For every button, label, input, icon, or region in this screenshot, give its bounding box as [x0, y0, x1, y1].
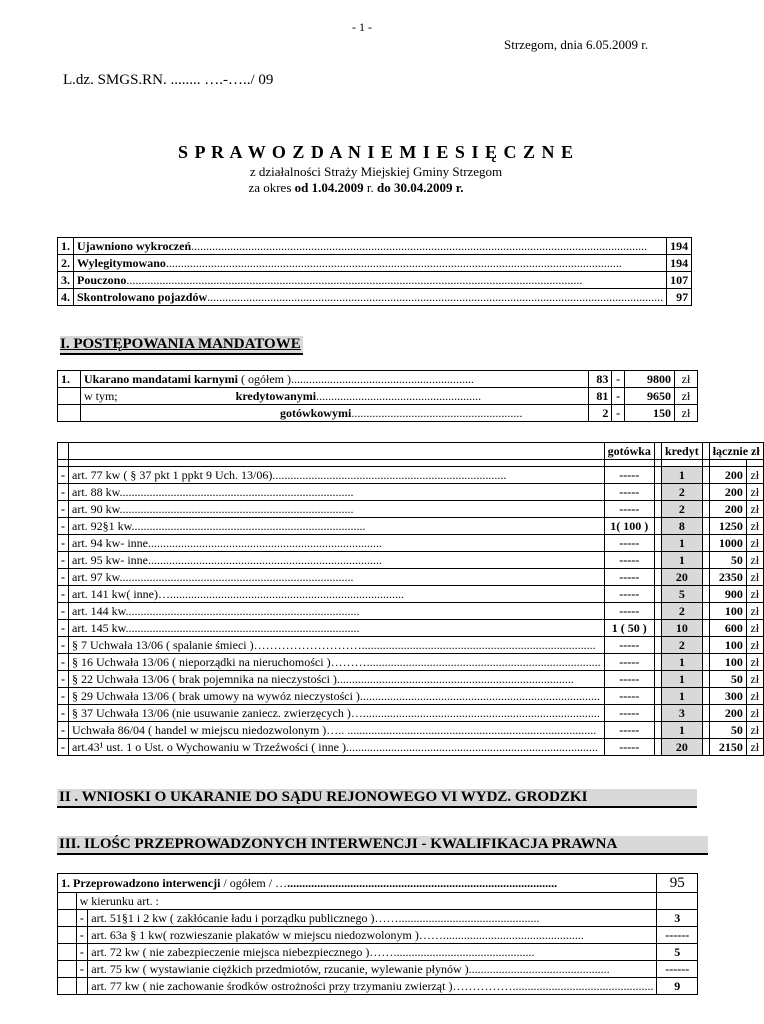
- fine-total: 100: [709, 654, 746, 671]
- interventions-label: 1. Przeprowadzono interwencji: [61, 875, 221, 890]
- fine-label: art. 95 kw- inne: [72, 552, 148, 567]
- section-3-heading: III. ILOŚC PRZEPROWADZONYCH INTERWENCJI - KWALIFIKACJA PRAWNA: [57, 836, 708, 855]
- fine-credit: 1: [661, 467, 702, 484]
- fine-unit: zł: [746, 586, 763, 603]
- summary-row: [58, 272, 692, 289]
- fines-dash: -: [612, 371, 625, 388]
- summary-label-cell: Wylegitymowano........................................................................................................................................................: [74, 255, 667, 272]
- fine-label: art. 88 kw: [72, 484, 120, 499]
- summary-label: Skontrolowano pojazdów: [77, 289, 208, 304]
- fine-credit: 20: [661, 569, 702, 586]
- fine-label-cell: § 22 Uchwała 13/06 ( brak pojemnika na nieczystości )...............................................................................: [69, 671, 605, 688]
- fine-label-cell: art. 97 kw..............................................................................: [69, 569, 605, 586]
- fine-cash: -----: [604, 535, 654, 552]
- intervention-dash: [76, 978, 88, 995]
- summary-label: Pouczono: [77, 272, 127, 287]
- fine-unit: zł: [746, 518, 763, 535]
- fines-cash-unit: zł: [675, 405, 698, 422]
- intervention-dash: -: [76, 961, 88, 978]
- summary-value: 194: [667, 238, 692, 255]
- fine-label-cell: art. 144 kw..............................................................................: [69, 603, 605, 620]
- report-subtitle: z działalności Straży Miejskiej Gminy Strzegom: [249, 164, 503, 179]
- fine-unit: zł: [746, 467, 763, 484]
- fine-total: 50: [709, 722, 746, 739]
- fine-dash: -: [58, 535, 69, 552]
- fine-unit: zł: [746, 654, 763, 671]
- fine-label: art. 94 kw- inne: [72, 535, 148, 550]
- intervention-row: [58, 944, 698, 961]
- fine-row: [58, 620, 764, 637]
- fine-label-cell: art. 90 kw..............................................................................: [69, 501, 605, 518]
- fine-label: art. 97 kw: [72, 569, 120, 584]
- intervention-value: 3: [657, 910, 698, 927]
- fines-credit-count: 81: [589, 388, 612, 405]
- fine-credit: 1: [661, 671, 702, 688]
- period-mid: r.: [363, 180, 377, 195]
- fine-row: [58, 739, 764, 756]
- fine-label: art. 141 kw( inne)…: [72, 586, 170, 601]
- fine-label-cell: Uchwała 86/04 ( handel w miejscu niedozwolonym )….. ...................................................................................: [69, 722, 605, 739]
- fine-dash: -: [58, 552, 69, 569]
- fine-dash: -: [58, 518, 69, 535]
- summary-label: Wylegitymowano: [77, 255, 166, 270]
- fine-dash: -: [58, 620, 69, 637]
- fine-dash: -: [58, 569, 69, 586]
- fine-label: art. 92§1 kw: [72, 518, 132, 533]
- interventions-subintro: w kierunku art. :: [76, 893, 657, 910]
- intervention-dash: -: [76, 927, 88, 944]
- fines-amount: 9800: [624, 371, 674, 388]
- fine-total: 200: [709, 467, 746, 484]
- fine-unit: zł: [746, 620, 763, 637]
- fine-dash: -: [58, 654, 69, 671]
- fine-cash: -----: [604, 586, 654, 603]
- fine-credit: 1: [661, 535, 702, 552]
- intervention-row: [58, 978, 698, 995]
- fines-credit-amount: 9650: [624, 388, 674, 405]
- fines-count: 83: [589, 371, 612, 388]
- summary-row: [58, 238, 692, 255]
- fines-detail-table: [57, 442, 764, 756]
- fine-row: [58, 705, 764, 722]
- fine-row: [58, 484, 764, 501]
- fine-unit: zł: [746, 603, 763, 620]
- fines-unit: zł: [675, 371, 698, 388]
- fine-label-cell: art. 94 kw- inne..............................................................................: [69, 535, 605, 552]
- fine-credit: 3: [661, 705, 702, 722]
- fine-label: art.43¹ ust. 1 o Ust. o Wychowaniu w Trzeźwości ( inne )......: [72, 739, 364, 754]
- fine-unit: zł: [746, 484, 763, 501]
- fine-total: 200: [709, 501, 746, 518]
- fine-row: [58, 467, 764, 484]
- fine-dash: -: [58, 637, 69, 654]
- place-date: Strzegom, dnia 6.05.2009 r.: [504, 37, 649, 52]
- summary-label-cell: Pouczono........................................................................................................................................................: [74, 272, 667, 289]
- fine-row: [58, 501, 764, 518]
- intervention-label: art. 72 kw ( nie zabezpieczenie miejsca niebezpiecznego )……: [91, 944, 394, 959]
- intervention-label: art. 51§1 i 2 kw ( zakłócanie ładu i porządku publicznego )……: [91, 910, 399, 925]
- fine-total: 600: [709, 620, 746, 637]
- intervention-label: art. 77 kw ( nie zachowanie środków ostrożności przy trzymaniu zwierząt )……………: [91, 978, 513, 993]
- summary-label-cell: Ujawniono wykroczeń........................................................................................................................................................: [74, 238, 667, 255]
- fine-label: § 22 Uchwała 13/06 ( brak pojemnika na nieczystości ).: [72, 671, 340, 686]
- fine-label-cell: art. 77 kw ( § 37 pkt 1 ppkt 9 Uch. 13/06)..............................................................................: [69, 467, 605, 484]
- fine-total: 300: [709, 688, 746, 705]
- fine-row: [58, 569, 764, 586]
- fine-cash: -----: [604, 569, 654, 586]
- fine-label-cell: art. 88 kw..............................................................................: [69, 484, 605, 501]
- fine-dash: -: [58, 688, 69, 705]
- fine-unit: zł: [746, 501, 763, 518]
- fine-label: art. 90 kw: [72, 501, 120, 516]
- fine-dash: -: [58, 671, 69, 688]
- report-period: [0, 180, 712, 196]
- fines-cash-dash: -: [612, 405, 625, 422]
- fine-label-cell: art. 95 kw- inne..............................................................................: [69, 552, 605, 569]
- intervention-label-cell: art. 77 kw ( nie zachowanie środków ostrożności przy trzymaniu zwierząt )……………...............................................: [88, 978, 657, 995]
- fine-credit: 2: [661, 603, 702, 620]
- fine-label-cell: art. 141 kw( inne)…..............................................................................: [69, 586, 605, 603]
- fine-total: 1250: [709, 518, 746, 535]
- fine-total: 200: [709, 705, 746, 722]
- fine-row: [58, 586, 764, 603]
- fine-total: 2350: [709, 569, 746, 586]
- fine-dash: -: [58, 586, 69, 603]
- fine-unit: zł: [746, 722, 763, 739]
- fine-credit: 2: [661, 637, 702, 654]
- fine-total: 100: [709, 637, 746, 654]
- summary-num: 2.: [58, 255, 74, 272]
- fine-dash: -: [58, 467, 69, 484]
- fine-cash: -----: [604, 484, 654, 501]
- intervention-value: ------: [657, 961, 698, 978]
- summary-num: 3.: [58, 272, 74, 289]
- fines-total-table: [57, 370, 698, 422]
- reference-number: L.dz. SMGS.RN. ........ ….-…../ 09: [63, 72, 274, 88]
- fines-cash-row: gotówkowymi......................................................... 2 - 150 zł: [58, 405, 698, 422]
- period-to: do 30.04.2009 r.: [377, 180, 464, 195]
- section-1-heading: I. POSTĘPOWANIA MANDATOWE: [60, 336, 303, 355]
- fine-total: 1000: [709, 535, 746, 552]
- intervention-label: art. 75 kw ( wystawianie ciężkich przedmiotów, rzucanie, wylewanie płynów ): [91, 961, 469, 976]
- report-title: S P R A W O Z D A N I E M I E S I Ę C Z N E: [178, 142, 574, 162]
- fines-cash-count: 2: [589, 405, 612, 422]
- fine-unit: zł: [746, 637, 763, 654]
- fine-cash: -----: [604, 671, 654, 688]
- fine-cash: -----: [604, 637, 654, 654]
- fine-unit: zł: [746, 535, 763, 552]
- fine-label-cell: art. 145 kw..............................................................................: [69, 620, 605, 637]
- fine-total: 2150: [709, 739, 746, 756]
- fine-label: § 7 Uchwała 13/06 ( spalanie śmieci )………………………: [72, 637, 362, 652]
- fine-cash: -----: [604, 705, 654, 722]
- fine-cash: -----: [604, 552, 654, 569]
- intervention-row: [58, 927, 698, 944]
- fine-row: [58, 637, 764, 654]
- summary-value: 194: [667, 255, 692, 272]
- summary-label-cell: Skontrolowano pojazdów........................................................................................................................................................: [74, 289, 667, 306]
- fine-label-cell: § 7 Uchwała 13/06 ( spalanie śmieci )………………………..............................................................................: [69, 637, 605, 654]
- fines-sub-prefix: w tym;: [83, 388, 118, 403]
- fine-credit: 1: [661, 552, 702, 569]
- fine-label: § 37 Uchwała 13/06 (nie usuwanie zaniecz. zwierzęcych )….: [72, 705, 366, 720]
- fine-row: [58, 518, 764, 535]
- intervention-value: ------: [657, 927, 698, 944]
- fine-cash: -----: [604, 654, 654, 671]
- summary-table: [57, 237, 692, 306]
- fines-num: 1.: [58, 371, 81, 388]
- fine-dash: -: [58, 603, 69, 620]
- fine-label: art. 144 kw: [72, 603, 126, 618]
- intervention-dash: -: [76, 910, 88, 927]
- summary-num: 4.: [58, 289, 74, 306]
- intervention-value: 5: [657, 944, 698, 961]
- fine-cash: 1 ( 50 ): [604, 620, 654, 637]
- fine-credit: 1: [661, 722, 702, 739]
- intervention-label-cell: art. 72 kw ( nie zabezpieczenie miejsca niebezpiecznego )……...............................................: [88, 944, 657, 961]
- fine-row: [58, 552, 764, 569]
- fines-label-main: Ukarano mandatami karnymi: [83, 371, 238, 386]
- fine-unit: zł: [746, 705, 763, 722]
- fine-row: [58, 722, 764, 739]
- fines-detail-header: [58, 443, 764, 460]
- interventions-table: [57, 873, 698, 995]
- fines-label-suffix: ( ogółem ): [237, 371, 291, 386]
- fines-credit-row: w tym; kredytowanymi....................................................... 81 - 9650 zł: [58, 388, 698, 405]
- fine-label-cell: § 16 Uchwała 13/06 ( nieporządki na nieruchomości )………..............................................................................: [69, 654, 605, 671]
- fine-dash: -: [58, 484, 69, 501]
- fine-row: [58, 654, 764, 671]
- intervention-dash: -: [76, 944, 88, 961]
- fine-label: art. 145 kw: [72, 620, 126, 635]
- summary-value: 97: [667, 289, 692, 306]
- fine-dash: -: [58, 722, 69, 739]
- col-cash: gotówka: [604, 443, 654, 460]
- fine-credit: 2: [661, 484, 702, 501]
- fine-label-cell: art.43¹ ust. 1 o Ust. o Wychowaniu w Trzeźwości ( inne )....................................................................................: [69, 739, 605, 756]
- fine-total: 50: [709, 671, 746, 688]
- intervention-row: [58, 910, 698, 927]
- fine-credit: 2: [661, 501, 702, 518]
- intervention-value: 9: [657, 978, 698, 995]
- section-2-heading: II . WNIOSKI O UKARANIE DO SĄDU REJONOWEGO VI WYDZ. GRODZKI: [57, 789, 697, 808]
- fine-credit: 8: [661, 518, 702, 535]
- fine-total: 200: [709, 484, 746, 501]
- col-total: łącznie zł: [709, 443, 763, 460]
- fine-unit: zł: [746, 569, 763, 586]
- fine-total: 50: [709, 552, 746, 569]
- summary-label: Ujawniono wykroczeń: [77, 238, 192, 253]
- fine-row: [58, 688, 764, 705]
- fine-dash: -: [58, 705, 69, 722]
- intervention-label-cell: art. 51§1 i 2 kw ( zakłócanie ładu i porządku publicznego )……...............................................: [88, 910, 657, 927]
- interventions-total: 95: [657, 874, 698, 893]
- fine-label-cell: § 29 Uchwała 13/06 ( brak umowy na wywóz nieczystości )................................................................................: [69, 688, 605, 705]
- fine-label-cell: art. 92§1 kw..............................................................................: [69, 518, 605, 535]
- fine-cash: -----: [604, 688, 654, 705]
- fine-label: Uchwała 86/04 ( handel w miejscu niedozwolonym )….. .....: [72, 722, 363, 737]
- fine-dash: -: [58, 739, 69, 756]
- fine-cash: -----: [604, 722, 654, 739]
- page-number: - 1 -: [352, 20, 372, 34]
- fines-credit-label: kredytowanymi: [235, 388, 317, 403]
- fine-row: [58, 603, 764, 620]
- period-from: od 1.04.2009: [294, 180, 364, 195]
- fine-row: [58, 671, 764, 688]
- col-credit: kredyt: [661, 443, 702, 460]
- fine-cash: -----: [604, 739, 654, 756]
- summary-row: [58, 289, 692, 306]
- fine-credit: 10: [661, 620, 702, 637]
- fine-unit: zł: [746, 552, 763, 569]
- fines-credit-dash: -: [612, 388, 625, 405]
- fine-label: § 16 Uchwała 13/06 ( nieporządki na nieruchomości )………: [72, 654, 367, 669]
- interventions-label-suffix: / ogółem / …: [220, 875, 288, 890]
- interventions-subintro-row: [58, 893, 698, 910]
- fine-label: art. 77 kw ( § 37 pkt 1 ppkt 9 Uch. 13/06): [72, 467, 273, 482]
- fine-total: 100: [709, 603, 746, 620]
- fine-credit: 1: [661, 654, 702, 671]
- intervention-label: art. 63a § 1 kw( rozwieszanie plakatów w miejscu niedozwolonym )……: [91, 927, 443, 942]
- interventions-total-row: 1. Przeprowadzono interwencji / ogółem / ….......................................................................................... 95: [58, 874, 698, 893]
- intervention-label-cell: art. 75 kw ( wystawianie ciężkich przedmiotów, rzucanie, wylewanie płynów )...............................................: [88, 961, 657, 978]
- intervention-row: [58, 961, 698, 978]
- fine-cash: -----: [604, 603, 654, 620]
- fines-label: Ukarano mandatami karnymi ( ogółem ).............................................................: [80, 371, 588, 388]
- fine-label-cell: § 37 Uchwała 13/06 (nie usuwanie zaniecz. zwierzęcych )…...............................................................................: [69, 705, 605, 722]
- summary-value: 107: [667, 272, 692, 289]
- fine-row: [58, 535, 764, 552]
- summary-row: [58, 255, 692, 272]
- fine-unit: zł: [746, 671, 763, 688]
- fines-cash-label: gotówkowymi: [279, 405, 352, 420]
- fine-credit: 5: [661, 586, 702, 603]
- fine-label: § 29 Uchwała 13/06 ( brak umowy na wywóz nieczystości )..: [72, 688, 366, 703]
- summary-num: 1.: [58, 238, 74, 255]
- fines-cash-amount: 150: [624, 405, 674, 422]
- fine-dash: -: [58, 501, 69, 518]
- fine-cash: -----: [604, 501, 654, 518]
- fine-credit: 1: [661, 688, 702, 705]
- fine-cash: -----: [604, 467, 654, 484]
- fines-credit-unit: zł: [675, 388, 698, 405]
- fine-cash: 1( 100 ): [604, 518, 654, 535]
- fine-credit: 20: [661, 739, 702, 756]
- fine-unit: zł: [746, 688, 763, 705]
- fines-total-row: [58, 371, 698, 388]
- fine-total: 900: [709, 586, 746, 603]
- period-prefix: za okres: [248, 180, 295, 195]
- intervention-label-cell: art. 63a § 1 kw( rozwieszanie plakatów w miejscu niedozwolonym )……...............................................: [88, 927, 657, 944]
- fine-unit: zł: [746, 739, 763, 756]
